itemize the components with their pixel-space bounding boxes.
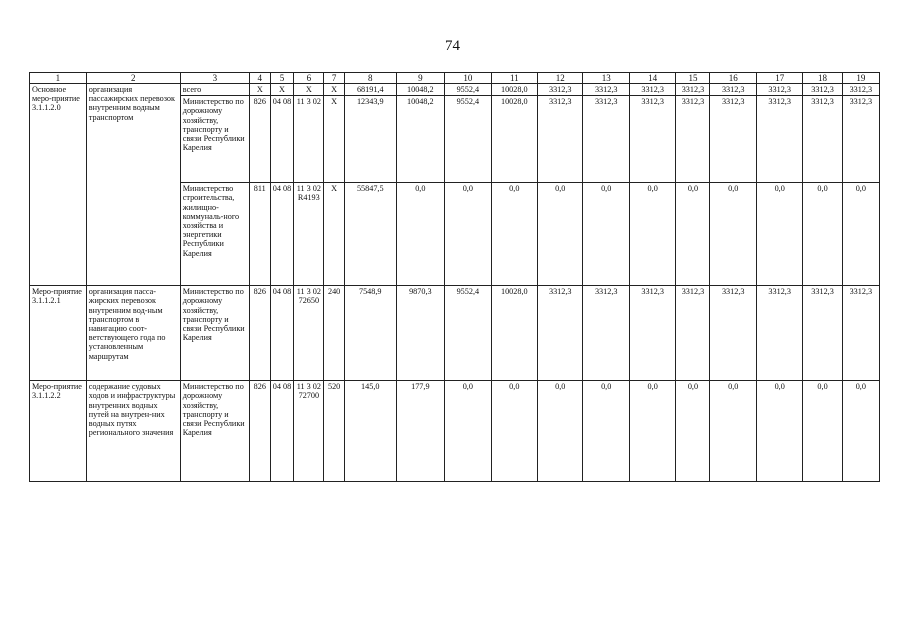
header-cell: 18 <box>803 73 842 84</box>
value-cell: 3312,3 <box>710 96 756 183</box>
value-cell: 0,0 <box>583 183 629 286</box>
value-cell: 0,0 <box>538 183 583 286</box>
header-cell: 13 <box>583 73 629 84</box>
value-cell: 3312,3 <box>803 84 842 96</box>
code-cell: 04 08 <box>270 183 294 286</box>
table-row <box>30 286 880 381</box>
code-cell: 826 <box>249 286 270 381</box>
value-cell: 3312,3 <box>710 286 756 381</box>
value-cell: 10028,0 <box>491 84 537 96</box>
code-cell: 11 3 02 R4193 <box>294 183 324 286</box>
activity-code: Меро-приятие 3.1.1.2.1 <box>30 286 87 381</box>
code-cell: Х <box>249 84 270 96</box>
activity-code: Основное меро-приятие 3.1.1.2.0 <box>30 84 87 286</box>
value-cell: 3312,3 <box>842 96 879 183</box>
code-cell: Х <box>324 96 345 183</box>
value-cell: 9552,4 <box>445 286 491 381</box>
code-cell: 11 3 02 <box>294 96 324 183</box>
value-cell: 0,0 <box>538 381 583 482</box>
header-cell: 11 <box>491 73 537 84</box>
code-cell: 826 <box>249 381 270 482</box>
header-cell: 2 <box>86 73 180 84</box>
value-cell: 0,0 <box>491 381 537 482</box>
header-cell: 7 <box>324 73 345 84</box>
code-cell: Х <box>294 84 324 96</box>
executor-cell: Министерство по дорожному хозяйству, транспорту и связи Республики Карелия <box>180 286 249 381</box>
value-cell: 3312,3 <box>583 286 629 381</box>
value-cell: 0,0 <box>756 183 802 286</box>
value-cell: 10028,0 <box>491 286 537 381</box>
header-cell: 14 <box>629 73 675 84</box>
header-cell: 5 <box>270 73 294 84</box>
value-cell: 3312,3 <box>756 286 802 381</box>
budget-table <box>29 72 880 482</box>
value-cell: 0,0 <box>676 183 710 286</box>
value-cell: 3312,3 <box>538 286 583 381</box>
value-cell: 3312,3 <box>756 96 802 183</box>
value-cell: 10048,2 <box>396 84 445 96</box>
value-cell: 0,0 <box>756 381 802 482</box>
value-cell: 3312,3 <box>842 286 879 381</box>
activity-name: организация пассажирских перевозок внутренним водным транспортом <box>86 84 180 286</box>
value-cell: 0,0 <box>803 381 842 482</box>
value-cell: 3312,3 <box>803 286 842 381</box>
code-cell: Х <box>270 84 294 96</box>
code-cell: Х <box>324 183 345 286</box>
code-cell: 240 <box>324 286 345 381</box>
value-cell: 0,0 <box>676 381 710 482</box>
value-cell: 145,0 <box>344 381 396 482</box>
header-cell: 12 <box>538 73 583 84</box>
value-cell: 177,9 <box>396 381 445 482</box>
value-cell: 3312,3 <box>629 84 675 96</box>
table-row <box>30 84 880 96</box>
value-cell: 3312,3 <box>538 84 583 96</box>
value-cell: 9552,4 <box>445 96 491 183</box>
value-cell: 10048,2 <box>396 96 445 183</box>
value-cell: 0,0 <box>445 381 491 482</box>
value-cell: 3312,3 <box>710 84 756 96</box>
executor-cell: Министерство по дорожному хозяйству, транспорту и связи Республики Карелия <box>180 381 249 482</box>
value-cell: 3312,3 <box>629 96 675 183</box>
value-cell: 3312,3 <box>583 96 629 183</box>
header-cell: 4 <box>249 73 270 84</box>
header-cell: 19 <box>842 73 879 84</box>
header-cell: 1 <box>30 73 87 84</box>
activity-name: содержание судовых ходов и инфраструктуры внутренних водных путей на внутрен-них водных путях регионального значения <box>86 381 180 482</box>
header-cell: 16 <box>710 73 756 84</box>
value-cell: 0,0 <box>842 183 879 286</box>
value-cell: 0,0 <box>396 183 445 286</box>
value-cell: 0,0 <box>842 381 879 482</box>
value-cell: 0,0 <box>710 183 756 286</box>
header-row <box>30 73 880 84</box>
value-cell: 3312,3 <box>538 96 583 183</box>
activity-name: организация пасса-жирских перевозок внутренним вод-ным транспортом в навигацию соот-ветствующего года по установленным маршрутам <box>86 286 180 381</box>
value-cell: 3312,3 <box>676 96 710 183</box>
code-cell: 826 <box>249 96 270 183</box>
header-cell: 8 <box>344 73 396 84</box>
header-cell: 10 <box>445 73 491 84</box>
value-cell: 0,0 <box>710 381 756 482</box>
code-cell: 811 <box>249 183 270 286</box>
value-cell: 55847,5 <box>344 183 396 286</box>
value-cell: 3312,3 <box>583 84 629 96</box>
value-cell: 0,0 <box>445 183 491 286</box>
value-cell: 3312,3 <box>676 84 710 96</box>
code-cell: 04 08 <box>270 96 294 183</box>
header-cell: 17 <box>756 73 802 84</box>
value-cell: 9870,3 <box>396 286 445 381</box>
value-cell: 3312,3 <box>676 286 710 381</box>
value-cell: 3312,3 <box>629 286 675 381</box>
value-cell: 10028,0 <box>491 96 537 183</box>
value-cell: 0,0 <box>803 183 842 286</box>
value-cell: 3312,3 <box>803 96 842 183</box>
value-cell: 12343,9 <box>344 96 396 183</box>
value-cell: 7548,9 <box>344 286 396 381</box>
activity-code: Меро-приятие 3.1.1.2.2 <box>30 381 87 482</box>
header-cell: 6 <box>294 73 324 84</box>
value-cell: 3312,3 <box>756 84 802 96</box>
code-cell: 11 3 02 72700 <box>294 381 324 482</box>
header-cell: 9 <box>396 73 445 84</box>
value-cell: 0,0 <box>583 381 629 482</box>
value-cell: 9552,4 <box>445 84 491 96</box>
code-cell: Х <box>324 84 345 96</box>
value-cell: 0,0 <box>629 183 675 286</box>
page-number: 74 <box>445 38 460 54</box>
executor-cell: Министерство по дорожному хозяйству, транспорту и связи Республики Карелия <box>180 96 249 183</box>
total-label: всего <box>180 84 249 96</box>
value-cell: 0,0 <box>491 183 537 286</box>
header-cell: 15 <box>676 73 710 84</box>
executor-cell: Министерство строительства, жилищно-коммуналь-ного хозяйства и энергетики Республики Карелия <box>180 183 249 286</box>
code-cell: 520 <box>324 381 345 482</box>
value-cell: 3312,3 <box>842 84 879 96</box>
code-cell: 04 08 <box>270 381 294 482</box>
table-row <box>30 381 880 482</box>
value-cell: 0,0 <box>629 381 675 482</box>
header-cell: 3 <box>180 73 249 84</box>
code-cell: 04 08 <box>270 286 294 381</box>
value-cell: 68191,4 <box>344 84 396 96</box>
code-cell: 11 3 02 72650 <box>294 286 324 381</box>
